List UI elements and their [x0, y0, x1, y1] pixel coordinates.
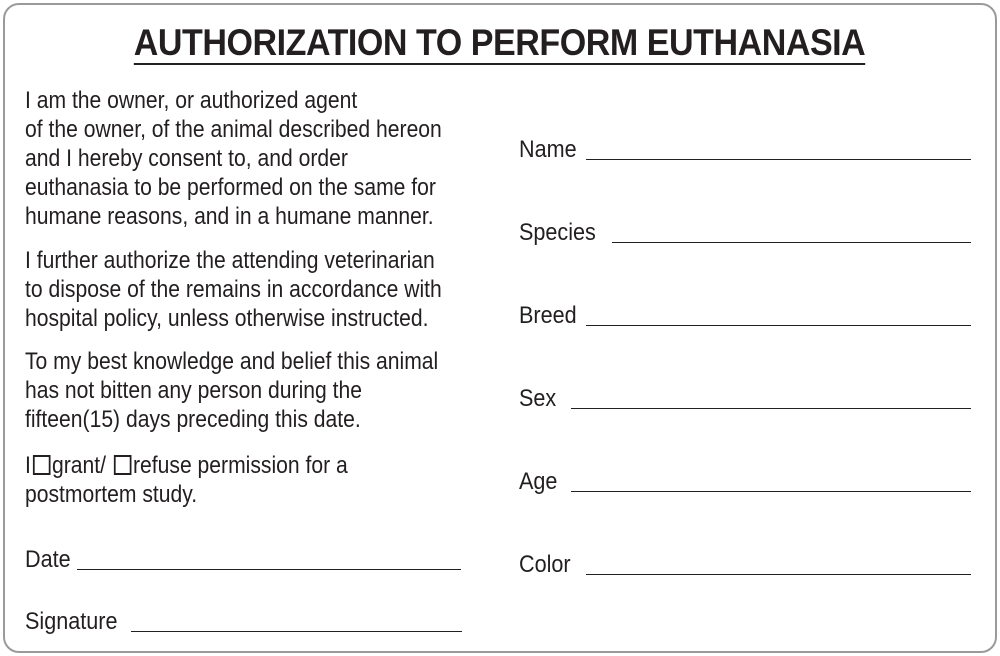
breed-label: Breed — [519, 302, 577, 329]
grant-label: grant/ — [51, 452, 107, 479]
color-label: Color — [519, 551, 571, 578]
date-line[interactable] — [77, 569, 461, 570]
permission-prefix: I — [25, 452, 31, 479]
species-field[interactable] — [519, 213, 971, 247]
age-field[interactable] — [519, 462, 971, 496]
consent-line: I am the owner, or authorized agent — [25, 87, 358, 114]
breed-line[interactable] — [586, 325, 971, 326]
sex-label: Sex — [519, 385, 557, 412]
breed-field[interactable] — [519, 296, 971, 330]
bite-statement-paragraph — [25, 347, 439, 434]
sex-field[interactable] — [519, 379, 971, 413]
bite-statement-line: fifteen(15) days preceding this date. — [25, 406, 361, 433]
date-field[interactable] — [25, 540, 461, 574]
consent-line: and I hereby consent to, and order — [25, 145, 348, 172]
postmortem-permission — [25, 451, 417, 509]
consent-paragraph — [25, 86, 442, 231]
species-line[interactable] — [612, 242, 971, 243]
signature-label: Signature — [25, 608, 118, 635]
name-field[interactable] — [519, 130, 971, 164]
color-field[interactable] — [519, 545, 971, 579]
date-label: Date — [25, 546, 71, 573]
bite-statement-line: To my best knowledge and belief this animal — [25, 348, 439, 375]
name-line[interactable] — [586, 159, 971, 160]
consent-line: of the owner, of the animal described hereon — [25, 116, 442, 143]
sex-line[interactable] — [571, 408, 971, 409]
grant-checkbox[interactable] — [33, 455, 51, 475]
refuse-checkbox[interactable] — [114, 455, 132, 475]
permission-line-2: postmortem study. — [25, 481, 198, 508]
consent-line: euthanasia to be performed on the same for — [25, 174, 436, 201]
bite-statement-line: has not bitten any person during the — [25, 377, 362, 404]
signature-line[interactable] — [131, 631, 462, 632]
name-label: Name — [519, 136, 577, 163]
form-title — [0, 22, 1000, 65]
color-line[interactable] — [586, 574, 971, 575]
species-label: Species — [519, 219, 596, 246]
refuse-label: refuse permission for a — [132, 452, 348, 479]
disposal-paragraph — [25, 246, 442, 333]
disposal-line: hospital policy, unless otherwise instructed. — [25, 305, 429, 332]
age-label: Age — [519, 468, 558, 495]
disposal-line: to dispose of the remains in accordance with — [25, 276, 442, 303]
consent-line: humane reasons, and in a humane manner. — [25, 203, 434, 230]
signature-field[interactable] — [25, 602, 462, 636]
age-line[interactable] — [571, 491, 971, 492]
disposal-line: I further authorize the attending veterinarian — [25, 247, 435, 274]
form-title-text: AUTHORIZATION TO PERFORM EUTHANASIA — [134, 22, 866, 63]
